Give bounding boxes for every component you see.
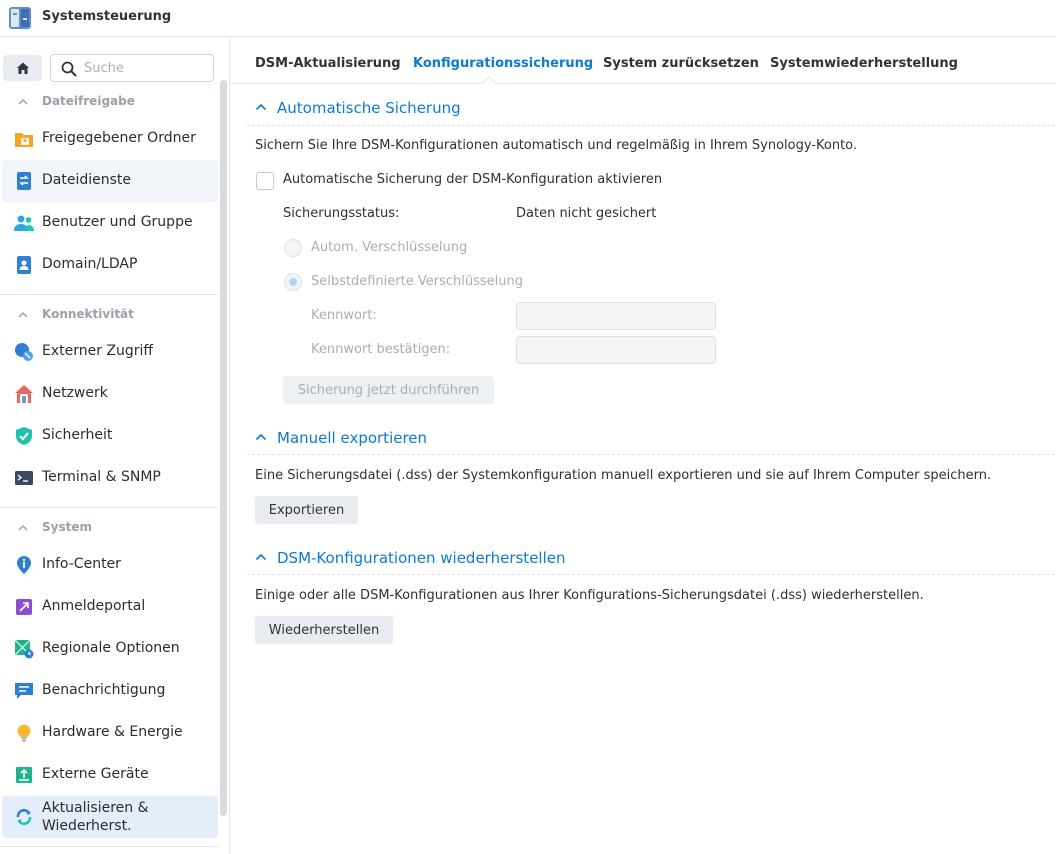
- backup-status-label: Sicherungsstatus:: [283, 206, 400, 221]
- section-auto-backup-header[interactable]: [255, 99, 461, 117]
- tab-system-reset[interactable]: System zurücksetzen: [603, 56, 759, 71]
- manual-export-description: Eine Sicherungsdatei (.dss) der Systemkonfiguration manuell exportieren und sie auf Ihrem Computer speichern.: [255, 468, 992, 483]
- sidebar-item-external-access[interactable]: Externer Zugriff: [2, 331, 218, 373]
- chevron-up-icon: [17, 309, 29, 321]
- custom-encryption-label[interactable]: Selbstdefinierte Verschlüsselung: [311, 274, 523, 289]
- tab-system-restore[interactable]: Systemwiederherstellung: [770, 56, 958, 71]
- sidebar-item-external-devices[interactable]: Externe Geräte: [2, 754, 218, 796]
- sidebar-item-terminal[interactable]: Terminal & SNMP: [2, 457, 218, 499]
- restore-description: Einige oder alle DSM-Konfigurationen aus Ihrer Konfigurations-Sicherungsdatei (.dss) wiederherstellen.: [255, 588, 924, 603]
- search-input[interactable]: [84, 58, 204, 78]
- sidebar-item-security[interactable]: Sicherheit: [2, 415, 218, 457]
- section-title: DSM-Konfigurationen wiederherstellen: [277, 549, 566, 567]
- sidebar-divider: [0, 507, 218, 508]
- sidebar-item-file-services[interactable]: Dateidienste: [2, 160, 218, 202]
- enable-auto-backup-checkbox[interactable]: [256, 172, 274, 190]
- window-title: Systemsteuerung: [42, 9, 172, 24]
- sidebar-item-regional[interactable]: Regionale Optionen: [2, 628, 218, 670]
- external-devices-icon: [14, 765, 34, 785]
- enable-auto-backup-label[interactable]: Automatische Sicherung der DSM-Konfiguration aktivieren: [283, 172, 663, 187]
- notification-icon: [14, 681, 34, 701]
- section-divider: [247, 454, 1055, 455]
- custom-encryption-radio[interactable]: [284, 273, 302, 291]
- sidebar-item-notification[interactable]: Benachrichtigung: [2, 670, 218, 712]
- info-icon: [14, 555, 34, 575]
- section-divider: [247, 125, 1055, 126]
- sidebar-item-login-portal[interactable]: Anmeldeportal: [2, 586, 218, 628]
- control-panel-icon: [8, 6, 32, 30]
- domain-icon: [14, 255, 34, 275]
- terminal-icon: [14, 468, 34, 488]
- section-divider: [247, 574, 1055, 575]
- sidebar-divider: [0, 846, 218, 847]
- title-bar: [0, 0, 1056, 37]
- shield-icon: [14, 426, 34, 446]
- section-dateifreigabe[interactable]: Dateifreigabe: [0, 90, 218, 114]
- auto-backup-description: Sichern Sie Ihre DSM-Konfigurationen automatisch und regelmäßig in Ihrem Synology-Konto.: [255, 138, 858, 153]
- sidebar-item-info-center[interactable]: Info-Center: [2, 544, 218, 586]
- backup-status-value: Daten nicht gesichert: [516, 206, 657, 221]
- password-field[interactable]: [516, 302, 716, 330]
- chevron-up-icon: [17, 96, 29, 108]
- confirm-password-label: Kennwort bestätigen:: [311, 342, 451, 357]
- tab-dsm-update[interactable]: DSM-Aktualisierung: [255, 56, 401, 71]
- section-title: Automatische Sicherung: [277, 99, 461, 117]
- section-system[interactable]: System: [0, 516, 218, 540]
- section-restore-header[interactable]: [255, 549, 566, 567]
- update-icon: [14, 807, 34, 827]
- section-konnektivitaet[interactable]: Konnektivität: [0, 303, 218, 327]
- sidebar-item-shared-folder[interactable]: Freigegebener Ordner: [2, 118, 218, 160]
- home-icon: [15, 60, 31, 76]
- chevron-up-icon: [255, 431, 267, 443]
- login-portal-icon: [14, 597, 34, 617]
- auto-encryption-radio[interactable]: [284, 239, 302, 257]
- active-tab-indicator: [482, 76, 496, 84]
- chevron-up-icon: [17, 522, 29, 534]
- users-icon: [14, 213, 34, 233]
- regional-icon: [14, 639, 34, 659]
- auto-encryption-label[interactable]: Autom. Verschlüsselung: [311, 240, 468, 255]
- section-title: Manuell exportieren: [277, 429, 428, 447]
- chevron-up-icon: [255, 551, 267, 563]
- section-manual-export-header[interactable]: [255, 429, 427, 447]
- tab-bar: [231, 38, 1056, 84]
- external-access-icon: [14, 342, 34, 362]
- search-field[interactable]: [50, 54, 214, 82]
- home-button[interactable]: [3, 55, 42, 81]
- network-icon: [14, 384, 34, 404]
- sidebar-item-domain[interactable]: Domain/LDAP: [2, 244, 218, 286]
- search-icon: [61, 61, 77, 77]
- bulb-icon: [14, 723, 34, 743]
- sidebar-item-network[interactable]: Netzwerk: [2, 373, 218, 415]
- confirm-password-field[interactable]: [516, 336, 716, 364]
- chevron-up-icon: [255, 101, 267, 113]
- sidebar-item-users[interactable]: Benutzer und Gruppe: [2, 202, 218, 244]
- sidebar-divider: [0, 294, 218, 295]
- restore-button[interactable]: Wiederherstellen: [255, 616, 393, 644]
- sidebar-item-update-restore[interactable]: Aktualisieren & Wiederherst.: [2, 796, 218, 838]
- sidebar: [0, 38, 230, 854]
- file-services-icon: [14, 171, 34, 191]
- sidebar-scrollbar[interactable]: [220, 80, 227, 816]
- password-label: Kennwort:: [311, 308, 377, 323]
- backup-now-button[interactable]: Sicherung jetzt durchführen: [283, 376, 494, 404]
- sidebar-item-hardware[interactable]: Hardware & Energie: [2, 712, 218, 754]
- tab-config-backup[interactable]: Konfigurationssicherung: [413, 56, 594, 71]
- shared-folder-icon: [14, 129, 34, 149]
- export-button[interactable]: Exportieren: [255, 496, 358, 524]
